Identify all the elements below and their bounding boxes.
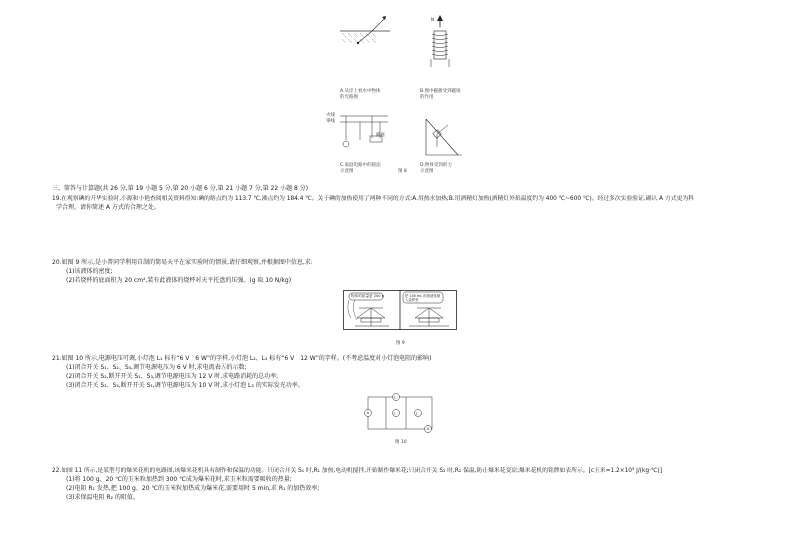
caption-b-line1: B.图中磁极受到磁场: [420, 89, 461, 94]
figure-10-label: 图 10: [395, 440, 407, 445]
label-zero-wire: 零线: [326, 119, 335, 124]
q19-line2: 学合理。请你简述 A 方式的合理之处。: [56, 204, 160, 211]
q20-stem: 20.如图 9 所示,是小普同学利用自制的简易天平在家实验时的情景,请仔细观察,并根据图中信息,求:: [52, 259, 313, 266]
svg-text:L: L: [393, 395, 396, 400]
q21-part3: (3)闭合开关 S₂、S₃,断开开关 S₁,调节电源电压为 10 V 时,求小灯泡 L₃ 的实际发光功率。: [66, 382, 304, 389]
q22-part3: (3)求保温电阻 R₂ 的阻值。: [66, 494, 139, 501]
section-3-heading: 三、简答与计算题(共 26 分,第 19 小题 5 分,第 20 小题 6 分,第 21 小题 7 分,第 22 小题 8 分): [52, 185, 309, 192]
q20-part1: (1)该液体的密度;: [66, 268, 113, 275]
label-fire-wire: 火线: [326, 113, 335, 118]
svg-text:L: L: [415, 411, 418, 416]
label-socket: 插座: [376, 133, 385, 138]
caption-b: [420, 89, 480, 101]
diagram-a-light-path: [340, 15, 390, 53]
q22-part2: (2)电阻 R₁ 发热,把 100 g、20 ℃的玉米粒加热成为爆米花,需要用时 5 min,求 R₁ 的加热效率;: [66, 485, 320, 492]
diagram-b-solenoid: [425, 15, 455, 75]
q21-part1: (1)闭合开关 S₁、S₂、S₃,调节电源电压为 6 V 时,求电流表Ⓐ的示数;: [66, 364, 247, 371]
q21-stem: 21.如图 10 所示,电源电压可调,小灯泡 L₁ 标有“6 V 6 W”的字样,小灯泡 L₂、L₃ 标有“6 V 12 W”的字样。(不考虑温度对小灯泡电阻的影响): [52, 355, 432, 362]
figure-9: [343, 290, 457, 330]
caption-d-line1: D.物体受到的力: [420, 163, 452, 168]
caption-c-line1: C.家庭电路中的接法: [340, 163, 381, 168]
caption-b-line2: 的作用: [420, 95, 434, 100]
diagram-d-forces: [422, 115, 466, 159]
figure-9-label: 图 9: [396, 341, 405, 346]
q22-part1: (1)将 100 g、20 ℃的玉米粒加热到 300 ℃成为爆米花时,求玉米粒需要吸收的热量;: [66, 476, 292, 483]
caption-d: [420, 163, 480, 175]
bubble-liquid: 把 100 mL 的该液体倒入烧杯里: [405, 294, 441, 303]
svg-text:A: A: [426, 427, 430, 432]
q20-part2: (2)若烧杯的底面积为 20 cm²,装有此液体的烧杯对天平托盘的压强。(g 取 10 N/kg): [66, 277, 292, 284]
figure-8: [326, 15, 480, 175]
figure-8-label: 图 8: [398, 169, 407, 174]
caption-a: [340, 89, 400, 101]
caption-a-line2: 的光路图: [340, 95, 358, 100]
bubble-mass: 物体的质量是 200 g: [351, 294, 384, 298]
caption-d-line2: 示意图: [420, 169, 434, 174]
svg-text:L: L: [393, 411, 396, 416]
q19-line1: 19.在观察碘的升华实验时,小源和小艳查阅相关资料得知:碘的熔点约为 113.7 ℃,沸点约为 184.4 ℃。关于碘的加热使用了两种不同的方式:A.用热水加热;B.用酒精灯加热(酒精灯外焰温度约为 400 ℃~600 ℃)。经过多次实验验证,确认 A 方式更为科: [52, 196, 694, 202]
caption-a-line1: A.从岸上看水中物体: [340, 89, 381, 94]
q22-stem: 22.如图 11 所示,是某型号的爆米花机的电路图,该爆米花机具有制作和保温的功能。只闭合开关 S₁ 时,R₁ 加热,电动机搅拌,开始制作爆米花;只闭合开关 S₂ 时,R₂ 保温,防止爆米花变凉;爆米花机的铭牌如表所示。[c玉米=1.2×10³ J/(kg·℃)]: [52, 468, 662, 474]
figure-10-circuit: [362, 393, 438, 435]
caption-c-line2: 示意图: [340, 169, 354, 174]
svg-text:A: A: [366, 411, 370, 416]
svg-text:N: N: [431, 17, 434, 22]
q21-part2: (2)闭合开关 S₂,断开开关 S₁、S₃,调节电源电压为 12 V 时,求电路消耗的总功率;: [66, 373, 279, 380]
